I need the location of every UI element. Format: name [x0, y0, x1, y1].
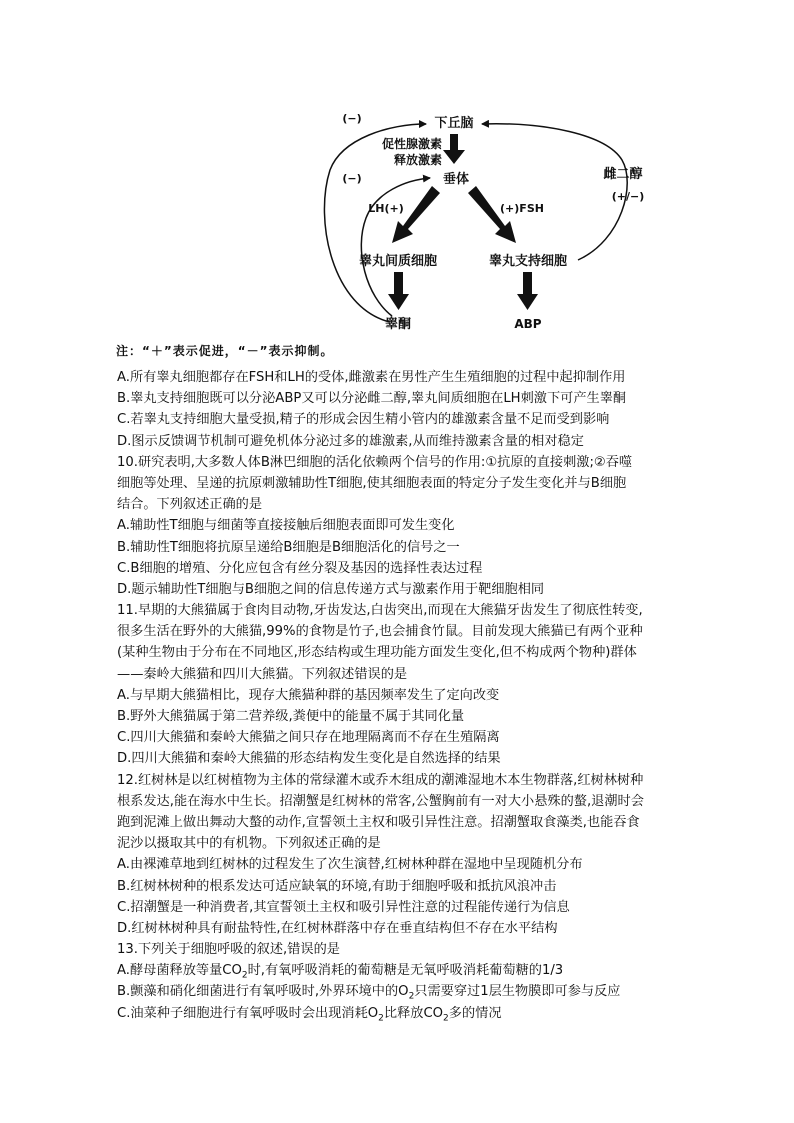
text-line: C.B细胞的增殖、分化应包含有丝分裂及基因的选择性表达过程 [117, 560, 483, 576]
a13-post: 时,有氧呼吸消耗的葡萄糖是无氧呼吸消耗葡萄糖的1/3 [247, 963, 564, 979]
hypothalamus-label: 下丘脑 [434, 116, 474, 131]
text-line: 细胞等处理、呈递的抗原刺激辅助性T细胞,使其细胞表面的特定分子发生变化并与B细胞 [117, 475, 627, 491]
text-line: 很多生活在野外的大熊猫,99%的食物是竹子,也会捕食竹鼠。目前发现大熊猫已有两个亚种 [117, 624, 643, 640]
pituitary-label: 垂体 [442, 172, 470, 187]
text-line: C.若睾丸支持细胞大量受损,精子的形成会因生精小管内的雄激素含量不足而受到影响 [117, 412, 610, 428]
b13-pre: B.颤藻和硝化细菌进行有氧呼吸时,外界环境中的O [117, 984, 409, 1000]
b13-post: 只需要穿过1层生物膜即可参与反应 [414, 984, 621, 1000]
text-line: A.由裸滩草地到红树林的过程发生了次生演替,红树林种群在湿地中呈现随机分布 [117, 857, 583, 873]
abp-label: ABP [514, 317, 542, 331]
b13-sub: 2 [408, 992, 415, 1003]
text-line: 根系发达,能在海水中生长。招潮蟹是红树林的常客,公蟹胸前有一对大小悬殊的螯,退潮时会 [117, 793, 644, 809]
text-line: 10.研究表明,大多数人体B淋巴细胞的活化依赖两个信号的作用:①抗原的直接刺激;②吞噬 [117, 454, 633, 470]
text-line: B.红树林树种的根系发达可适应缺氧的环境,有助于细胞呼吸和抵抗风浪冲击 [117, 878, 557, 894]
text-line: ——秦岭大熊猫和四川大熊猫。下列叙述错误的是 [117, 666, 408, 682]
sertoli-cell-label: 睾丸支持细胞 [488, 254, 568, 269]
estradiol-label: 雌二醇 [603, 167, 643, 182]
hormone-regulation-diagram [310, 100, 670, 340]
text-line: C.四川大熊猫和秦岭大熊猫之间只存在地理隔离而不存在生殖隔离 [117, 730, 500, 746]
gnrh-label-line2: 释放激素 [393, 153, 442, 167]
thick-arrow-leydig-to-testosterone [388, 272, 409, 310]
text-line: 13.下列关于细胞呼吸的叙述,错误的是 [117, 942, 340, 958]
text-line: B.野外大熊猫属于第二营养级,粪便中的能量不属于其同化量 [117, 709, 465, 724]
text-line: 12.红树林是以红树植物为主体的常绿灌木或乔木组成的潮滩湿地木本生物群落,红树林树种 [117, 772, 644, 788]
testosterone-label: 睾酮 [384, 317, 412, 332]
leydig-cell-label: 睾丸间质细胞 [358, 254, 438, 269]
c13-post: 多的情况 [448, 1005, 502, 1021]
feedback-curve-estradiol-to-hypothalamus [482, 124, 627, 260]
fsh-label: (+)FSH [500, 202, 544, 215]
text-line: C.招潮蟹是一种消费者,其宣誓领土主权和吸引异性注意的过程能传递行为信息 [117, 899, 570, 915]
thick-arrow-sertoli-to-abp [517, 272, 538, 310]
lh-label: LH(+) [368, 202, 404, 215]
text-line: 结合。下列叙述正确的是 [117, 497, 263, 513]
question-text-block [117, 367, 687, 1024]
c13-sub2: 2 [443, 1013, 449, 1024]
text-line: A.与早期大熊猫相比，现存大熊猫种群的基因频率发生了定向改变 [117, 687, 500, 703]
text-line: 跑到泥滩上做出舞动大螯的动作,宣誓领土主权和吸引异性注意。招潮蟹取食藻类,也能吞食 [117, 814, 640, 830]
text-line-c13 [117, 1003, 687, 1024]
a13-pre: A.酵母菌释放等量CO [117, 963, 242, 979]
text-line: D.图示反馈调节机制可避免机体分泌过多的雄激素,从而维持激素含量的相对稳定 [117, 433, 584, 449]
text-line: D.题示辅助性T细胞与B细胞之间的信息传递方式与激素作用于靶细胞相同 [117, 581, 545, 597]
estradiol-sign-label: (+/−) [611, 190, 645, 203]
a13-sub: 2 [241, 970, 248, 981]
text-line: D.四川大熊猫和秦岭大熊猫的形态结构发生变化是自然选择的结果 [117, 751, 501, 767]
negative-sign-inner: (−) [342, 172, 362, 185]
thick-arrow-hypothalamus-to-pituitary [443, 134, 465, 164]
c13-pre: C.油菜种子细胞进行有氧呼吸时会出现消耗O [117, 1005, 379, 1021]
diagram-note: 注：“＋”表示促进，“－”表示抑制。 [116, 344, 334, 358]
text-line: A.所有睾丸细胞都存在FSH和LH的受体,雌激素在男性产生生殖细胞的过程中起抑制作用 [117, 370, 626, 385]
text-line: 11.早期的大熊猫属于食肉目动物,牙齿发达,白齿突出,而现在大熊猫牙齿发生了彻底性转变, [117, 603, 643, 619]
text-line: A.辅助性T细胞与细菌等直接接触后细胞表面即可发生变化 [117, 518, 455, 534]
text-line: D.红树林树种具有耐盐特性,在红树林群落中存在垂直结构但不存在水平结构 [117, 920, 558, 936]
text-line-a13 [117, 960, 687, 981]
c13-mid: 比释放CO [383, 1005, 444, 1021]
negative-sign-outer: (−) [342, 112, 362, 125]
text-line-b13 [117, 981, 687, 1002]
text-line: B.辅助性T细胞将抗原呈递给B细胞是B细胞活化的信号之一 [117, 539, 460, 555]
c13-sub: 2 [378, 1013, 384, 1024]
text-line: (某种生物由于分布在不同地区,形态结构或生理功能方面发生变化,但不构成两个物种)群体 [117, 645, 637, 661]
text-line: B.睾丸支持细胞既可以分泌ABP又可以分泌雌二醇,睾丸间质细胞在LH刺激下可产生睾酮 [117, 391, 627, 407]
gnrh-label-line1: 促性腺激素 [381, 137, 442, 151]
text-line: 泥沙以摄取其中的有机物。下列叙述正确的是 [117, 836, 381, 852]
